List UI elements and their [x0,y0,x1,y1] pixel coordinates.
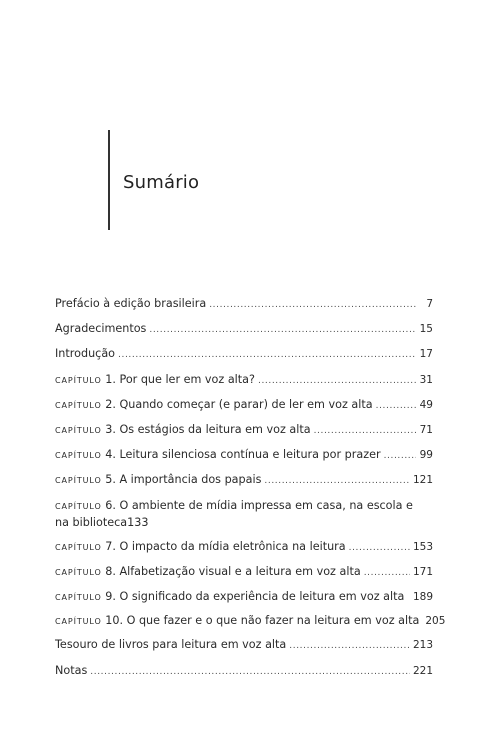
chapter-number: 9. [105,590,116,604]
toc-entry-label: Por que ler em voz alta? [119,372,255,386]
toc-entry-label: A importância dos papais [119,473,262,487]
chapter-number: 2. [105,397,116,411]
toc-entry[interactable] [55,346,433,363]
toc-entry[interactable] [55,637,433,654]
leader-dots [314,424,416,439]
chapter-number: 10. [105,614,124,628]
toc-entry-label: Tesouro de livros para leitura em voz alta [55,638,287,652]
chapter-number: 6. [105,498,116,512]
toc-entry-page: 205 [425,615,446,628]
chapter-number: 3. [105,422,116,436]
leader-dots [258,374,416,389]
toc-entry-label: O impacto da mídia eletrônica na leitura [119,539,346,553]
toc-entry-label: O significado da experiência de leitura em voz alta [119,590,405,604]
leader-dots [149,323,416,338]
chapter-number: 8. [105,564,116,578]
toc-entry-page: 133 [127,515,149,529]
toc-entry-page: 189 [412,591,433,604]
toc-entry-page: 17 [419,348,433,361]
page-title: Sumário [123,172,200,193]
toc-entry-page: 121 [412,474,433,487]
table-of-contents [55,296,446,688]
toc-entry-label: Os estágios da leitura em voz alta [119,422,311,436]
toc-entry[interactable] [55,321,433,338]
toc-entry-label-continued: na biblioteca [55,515,128,529]
toc-entry-page: 213 [412,639,433,652]
leader-dots [376,399,416,414]
toc-entry-page: 7 [426,298,433,310]
toc-entry-label: Leitura silenciosa contínua e leitura por prazer [119,448,381,462]
chapter-word: CAPÍTULO [55,400,102,410]
toc-entry-chapter-7[interactable] [55,539,433,556]
chapter-word: CAPÍTULO [55,476,102,486]
toc-entry-label: Alfabetização visual e a leitura em voz alta [119,564,361,578]
leader-dots [90,665,410,680]
toc-entry-label: Prefácio à edição brasileira [55,297,207,310]
toc-entry-chapter-5[interactable] [55,472,433,489]
toc-entry-chapter-10[interactable] [55,613,446,629]
toc-entry-label: Notas [55,663,88,677]
chapter-number: 1. [105,372,116,386]
toc-entry[interactable] [55,663,433,680]
chapter-word: CAPÍTULO [55,593,102,603]
toc-entry[interactable] [55,296,433,313]
chapter-word: CAPÍTULO [55,375,102,385]
leader-dots [118,348,416,363]
toc-entry-page: 99 [419,449,433,462]
toc-entry-chapter-9[interactable] [55,589,433,605]
toc-entry-chapter-4[interactable] [55,447,433,464]
toc-entry-page: 71 [419,423,433,436]
toc-entry-chapter-1[interactable] [55,372,433,389]
leader-dots [364,566,410,581]
title-rule [108,130,110,230]
leader-dots [349,541,410,556]
leader-dots [264,474,410,489]
toc-entry-chapter-3[interactable] [55,422,433,439]
toc-entry-label: Introdução [55,347,116,361]
toc-entry-page: 49 [419,398,433,411]
toc-entry-chapter-6[interactable] [55,498,433,531]
toc-entry-chapter-8[interactable] [55,564,433,581]
toc-entry-chapter-2[interactable] [55,397,433,414]
toc-entry-page: 221 [412,664,433,677]
toc-entry-page: 153 [412,540,433,553]
toc-entry-label: Quando começar (e parar) de ler em voz alta [119,397,373,411]
chapter-number: 7. [105,539,116,553]
chapter-word: CAPÍTULO [55,617,102,627]
leader-dots [209,298,416,313]
toc-entry-label: Agradecimentos [55,322,147,336]
chapter-number: 5. [105,473,116,487]
leader-dots [384,449,416,464]
toc-entry-page: 15 [419,323,433,336]
chapter-word: CAPÍTULO [55,451,102,461]
chapter-word: CAPÍTULO [55,425,102,435]
toc-entry-label: O que fazer e o que não fazer na leitura em voz alta [126,614,420,628]
leader-dots [289,639,410,654]
toc-entry-page: 31 [419,373,433,386]
chapter-word: CAPÍTULO [55,501,102,511]
chapter-word: CAPÍTULO [55,542,102,552]
toc-entry-label: O ambiente de mídia impressa em casa, na escola e [119,498,413,512]
chapter-number: 4. [105,448,116,462]
chapter-word: CAPÍTULO [55,567,102,577]
toc-entry-page: 171 [412,565,433,578]
